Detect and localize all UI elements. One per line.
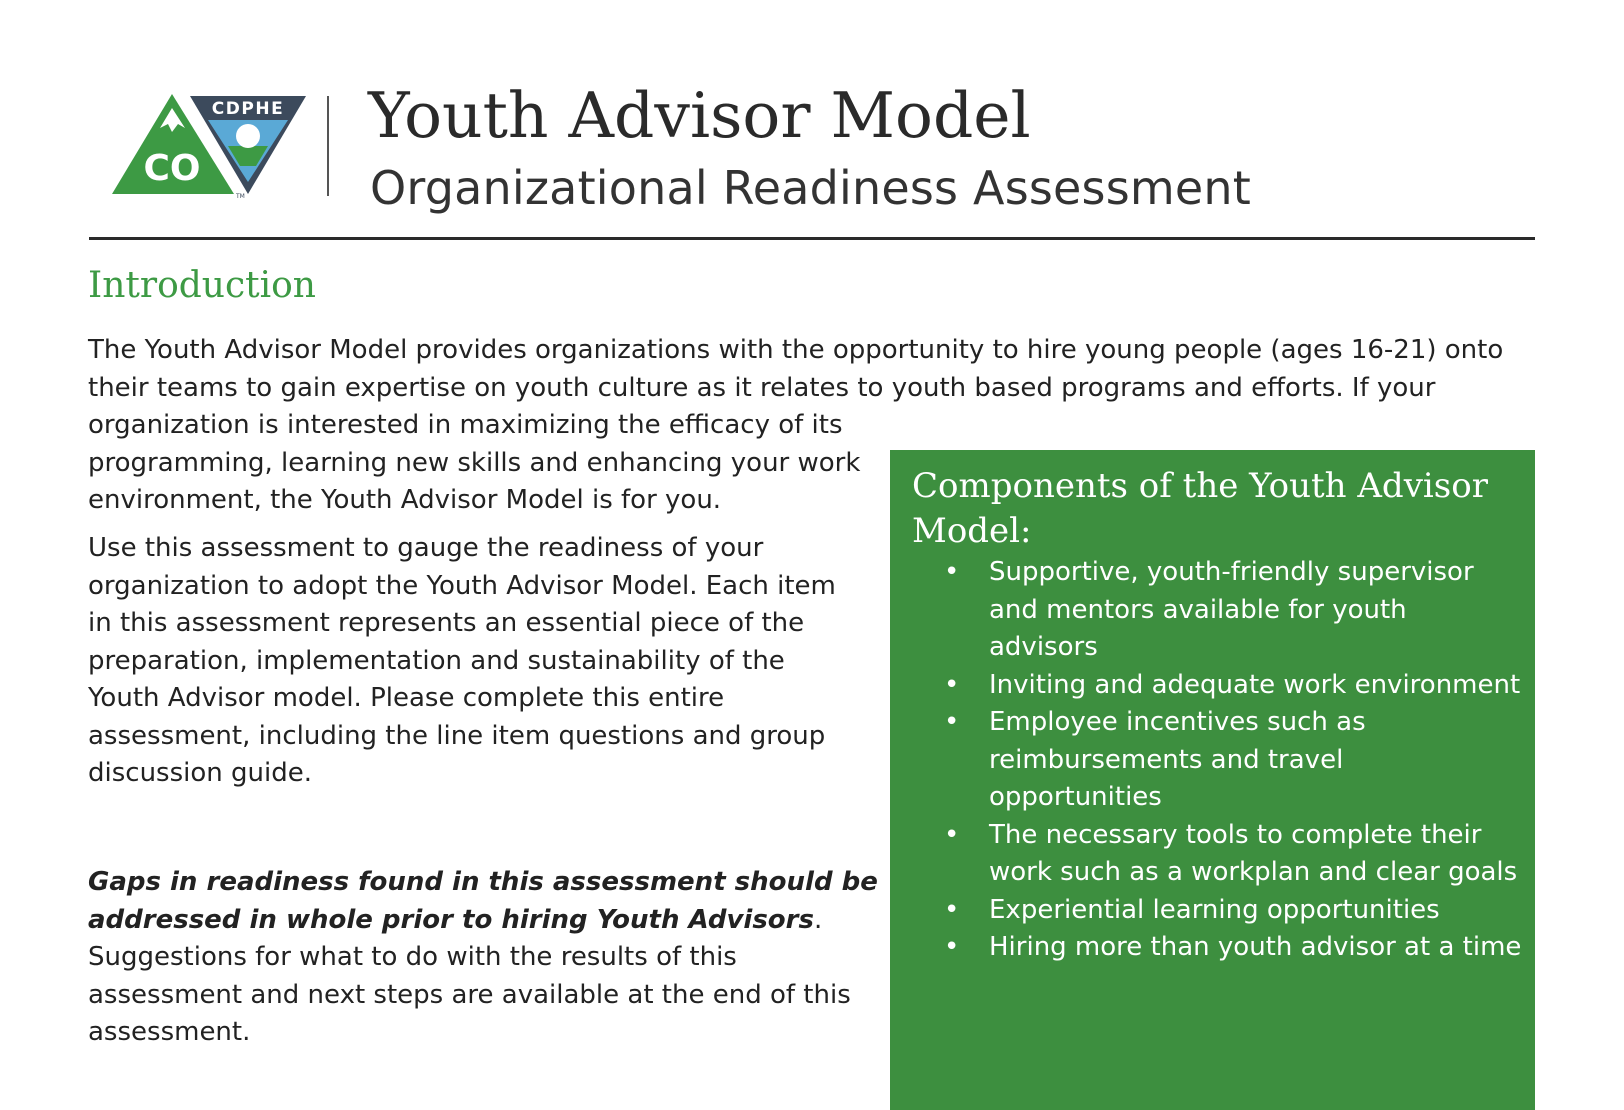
cdphe-logo-graphic bbox=[112, 94, 312, 204]
list-item-text: The necessary tools to complete their work such as a workplan and clear goals bbox=[989, 819, 1518, 887]
gaps-emphasis-line bbox=[88, 864, 878, 902]
use-line: Youth Advisor model. Please complete this entire bbox=[88, 683, 725, 713]
list-item-text: Experiential learning opportunities bbox=[989, 894, 1440, 925]
use-line: Use this assessment to gauge the readiness of your bbox=[88, 533, 764, 563]
intro-paragraph-top bbox=[88, 332, 1548, 407]
list-item bbox=[912, 667, 1522, 705]
callout-title: Components of the Youth Advisor Model: bbox=[912, 466, 1488, 551]
gaps-emphasis-period: . bbox=[813, 904, 823, 935]
list-item bbox=[912, 817, 1522, 892]
gaps-line: Suggestions for what to do with the results of this bbox=[88, 942, 737, 972]
bullet-icon: • bbox=[944, 707, 960, 737]
list-item bbox=[912, 892, 1522, 930]
logo-tm-mark: TM bbox=[236, 193, 245, 200]
page-subtitle: Organizational Readiness Assessment bbox=[370, 161, 1251, 215]
header-horizontal-rule bbox=[89, 237, 1535, 240]
bullet-icon: • bbox=[944, 894, 960, 925]
use-assessment-paragraph bbox=[88, 530, 868, 793]
list-item-text: Employee incentives such as reimbursements and travel opportunities bbox=[989, 707, 1366, 812]
logo-badge-text: CDPHE bbox=[211, 99, 285, 119]
bullet-icon: • bbox=[944, 819, 960, 850]
list-item bbox=[912, 704, 1522, 817]
gaps-emphasis-line bbox=[88, 902, 878, 940]
gaps-line: assessment and next steps are available at the end of this bbox=[88, 979, 851, 1010]
use-line: organization to adopt the Youth Advisor Model. Each item bbox=[88, 570, 836, 601]
header-vertical-divider bbox=[327, 96, 329, 196]
use-line: preparation, implementation and sustainability of the bbox=[88, 645, 785, 676]
use-line: in this assessment represents an essential piece of the bbox=[88, 608, 805, 638]
list-item-text: Supportive, youth-friendly supervisor and mentors available for youth advisors bbox=[989, 557, 1474, 662]
use-line: assessment, including the line item questions and group bbox=[88, 720, 826, 751]
components-callout-box bbox=[890, 450, 1535, 1110]
bullet-icon: • bbox=[944, 669, 960, 700]
list-item-text: Hiring more than youth advisor at a time bbox=[989, 932, 1522, 962]
intro-paragraph-continued bbox=[88, 407, 868, 520]
list-item-text: Inviting and adequate work environment bbox=[989, 669, 1521, 700]
intro-line: organization is interested in maximizing the efficacy of its bbox=[88, 410, 843, 440]
page-title: Youth Advisor Model bbox=[368, 79, 1031, 152]
gaps-emphasis-text: addressed in whole prior to hiring Youth Advisors bbox=[88, 904, 814, 935]
use-line: discussion guide. bbox=[88, 758, 312, 788]
gaps-emphasis-text: Gaps in readiness found in this assessment should be bbox=[88, 867, 878, 897]
tree-icon bbox=[236, 124, 260, 148]
gaps-line: assessment. bbox=[88, 1017, 251, 1047]
logo-state-text: CO bbox=[143, 148, 201, 189]
gaps-paragraph bbox=[88, 864, 878, 1052]
intro-line: programming, learning new skills and enhancing your work bbox=[88, 447, 861, 478]
intro-line: environment, the Youth Advisor Model is for you. bbox=[88, 485, 722, 515]
bullet-icon: • bbox=[944, 557, 960, 587]
components-list bbox=[912, 554, 1522, 967]
list-item bbox=[912, 554, 1522, 667]
cdphe-logo bbox=[112, 94, 312, 204]
intro-line: their teams to gain expertise on youth culture as it relates to youth based programs and efforts. If your bbox=[88, 372, 1436, 403]
list-item bbox=[912, 929, 1522, 967]
intro-line: The Youth Advisor Model provides organizations with the opportunity to hire young people (ages 16-21) onto bbox=[88, 335, 1504, 365]
bullet-icon: • bbox=[944, 932, 960, 962]
introduction-heading: Introduction bbox=[88, 265, 316, 306]
